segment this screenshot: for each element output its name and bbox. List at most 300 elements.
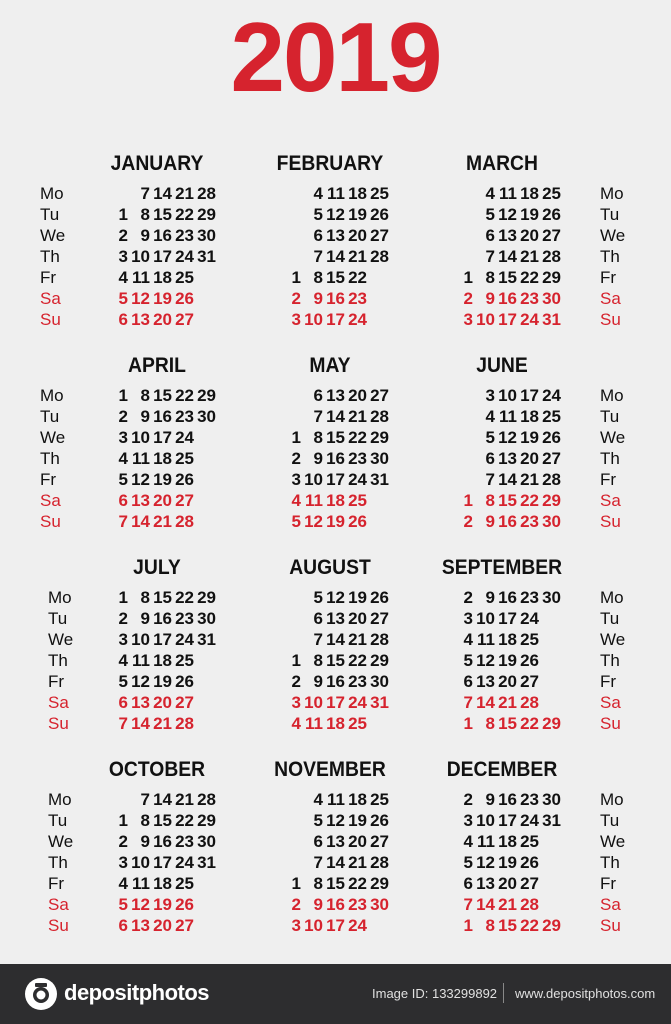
right-day-label-fr: Fr	[600, 470, 617, 489]
day-number: 28	[370, 853, 389, 872]
day-number	[451, 448, 473, 469]
day-number: 28	[520, 693, 539, 712]
day-number: 2	[291, 449, 301, 468]
week-row-october	[106, 831, 216, 852]
day-number: 10	[476, 310, 495, 329]
day-number: 17	[153, 630, 172, 649]
day-number: 31	[542, 811, 561, 830]
day-number: 10	[476, 811, 495, 830]
week-row-may	[279, 406, 389, 427]
day-number: 10	[304, 916, 323, 935]
day-number: 12	[326, 205, 345, 224]
day-number	[194, 511, 216, 532]
day-number: 4	[485, 407, 495, 426]
day-number: 29	[542, 916, 561, 935]
day-number: 30	[542, 588, 561, 607]
left-day-label-fr: Fr	[40, 470, 57, 489]
day-number: 11	[477, 630, 495, 649]
day-number: 21	[175, 790, 194, 809]
day-number: 12	[131, 470, 150, 489]
day-number: 22	[348, 874, 367, 893]
left-day-label-sa: Sa	[48, 895, 69, 914]
week-row-march	[451, 309, 561, 330]
week-row-may	[279, 385, 389, 406]
day-number: 8	[485, 714, 495, 733]
day-number	[539, 692, 561, 713]
day-number: 13	[476, 874, 495, 893]
day-number: 22	[348, 651, 367, 670]
day-number: 14	[476, 895, 495, 914]
week-row-april	[106, 448, 216, 469]
day-number: 14	[326, 630, 345, 649]
week-row-september	[451, 629, 561, 650]
left-day-label-sa: Sa	[40, 491, 61, 510]
day-number: 25	[370, 790, 389, 809]
day-number: 1	[291, 651, 301, 670]
day-number	[194, 692, 216, 713]
right-day-label-su: Su	[600, 714, 621, 733]
day-number: 24	[520, 811, 539, 830]
day-number: 9	[485, 588, 495, 607]
day-number: 13	[476, 672, 495, 691]
day-number: 31	[197, 247, 216, 266]
right-day-label-mo: Mo	[600, 588, 624, 607]
week-row-september	[451, 608, 561, 629]
day-number: 20	[520, 449, 539, 468]
day-number	[279, 183, 301, 204]
day-number: 28	[542, 470, 561, 489]
week-row-december	[451, 789, 561, 810]
day-number: 25	[175, 449, 194, 468]
day-number: 28	[520, 895, 539, 914]
day-number: 20	[153, 916, 172, 935]
day-number: 25	[175, 651, 194, 670]
day-number: 27	[542, 449, 561, 468]
day-number	[194, 490, 216, 511]
day-number: 18	[348, 790, 367, 809]
day-number: 18	[153, 651, 172, 670]
right-day-label-tu: Tu	[600, 205, 620, 224]
day-number: 13	[326, 609, 345, 628]
week-row-september	[451, 650, 561, 671]
left-day-label-fr: Fr	[48, 874, 65, 893]
day-number: 25	[175, 268, 194, 287]
day-number: 22	[520, 916, 539, 935]
day-number: 13	[498, 449, 517, 468]
day-number: 20	[520, 226, 539, 245]
left-day-label-sa: Sa	[40, 289, 61, 308]
day-number: 7	[118, 512, 128, 531]
day-number: 22	[175, 205, 194, 224]
week-row-december	[451, 852, 561, 873]
day-number	[451, 427, 473, 448]
day-number: 1	[118, 205, 128, 224]
day-number: 24	[542, 386, 561, 405]
day-number: 18	[326, 714, 345, 733]
day-number	[194, 671, 216, 692]
day-number: 21	[520, 247, 539, 266]
day-number: 1	[118, 588, 128, 607]
footer-divider	[503, 983, 504, 1003]
day-number	[194, 448, 216, 469]
day-number: 26	[175, 470, 194, 489]
day-number: 26	[175, 895, 194, 914]
day-number: 29	[197, 386, 216, 405]
day-number: 14	[498, 470, 517, 489]
month-title-july: JULY	[133, 556, 181, 579]
day-number: 23	[520, 790, 539, 809]
day-number: 4	[313, 184, 323, 203]
day-number: 9	[140, 832, 150, 851]
day-number: 8	[313, 428, 323, 447]
day-number	[539, 629, 561, 650]
day-number: 29	[197, 588, 216, 607]
week-row-may	[279, 427, 389, 448]
day-number	[539, 852, 561, 873]
left-day-label-we: We	[48, 832, 74, 851]
week-row-june	[451, 406, 561, 427]
day-number: 13	[326, 386, 345, 405]
day-number: 24	[348, 916, 367, 935]
week-row-february	[279, 183, 389, 204]
right-day-label-th: Th	[600, 449, 620, 468]
day-number: 23	[520, 588, 539, 607]
day-number: 21	[498, 693, 517, 712]
day-number: 9	[485, 790, 495, 809]
month-title-october: OCTOBER	[108, 758, 206, 781]
day-number: 28	[175, 512, 194, 531]
day-number: 27	[175, 310, 194, 329]
day-number: 29	[542, 491, 561, 510]
day-number: 20	[348, 386, 367, 405]
day-number: 17	[498, 310, 517, 329]
day-number: 30	[197, 832, 216, 851]
day-number: 23	[175, 226, 194, 245]
day-number: 30	[542, 790, 561, 809]
day-number: 20	[348, 609, 367, 628]
day-number: 3	[463, 310, 473, 329]
week-row-june	[451, 385, 561, 406]
week-row-march	[451, 267, 561, 288]
day-number: 16	[498, 512, 517, 531]
week-row-may	[279, 490, 389, 511]
week-row-june	[451, 511, 561, 532]
week-row-november	[279, 915, 389, 936]
day-number: 30	[370, 449, 389, 468]
day-number: 17	[153, 853, 172, 872]
right-day-label-mo: Mo	[600, 184, 624, 203]
day-number: 1	[291, 268, 301, 287]
day-number: 2	[291, 672, 301, 691]
day-number: 12	[326, 588, 345, 607]
day-number: 29	[197, 811, 216, 830]
week-row-july	[106, 671, 216, 692]
day-number: 30	[197, 407, 216, 426]
day-number	[194, 309, 216, 330]
day-number: 9	[313, 289, 323, 308]
left-day-label-fr: Fr	[48, 672, 65, 691]
week-row-march	[451, 288, 561, 309]
day-number	[279, 406, 301, 427]
week-row-january	[106, 288, 216, 309]
day-number: 14	[131, 714, 150, 733]
week-row-march	[451, 246, 561, 267]
week-row-november	[279, 852, 389, 873]
day-number: 18	[348, 184, 367, 203]
day-number: 10	[131, 247, 150, 266]
week-row-december	[451, 831, 561, 852]
brand-logo-text[interactable]: depositphotos	[64, 980, 210, 1005]
right-day-label-we: We	[600, 630, 626, 649]
day-number: 6	[313, 386, 323, 405]
day-number: 21	[498, 895, 517, 914]
day-number: 30	[542, 512, 561, 531]
day-number: 30	[370, 895, 389, 914]
week-row-april	[106, 427, 216, 448]
day-number: 19	[520, 205, 539, 224]
day-number	[451, 469, 473, 490]
day-number: 15	[326, 651, 345, 670]
day-number: 16	[326, 449, 345, 468]
day-number: 24	[175, 853, 194, 872]
day-number: 28	[370, 630, 389, 649]
day-number: 11	[132, 268, 150, 287]
day-number: 12	[131, 895, 150, 914]
day-number: 16	[153, 226, 172, 245]
day-number	[539, 831, 561, 852]
day-number: 24	[520, 310, 539, 329]
day-number: 9	[485, 289, 495, 308]
day-number: 16	[498, 289, 517, 308]
day-number: 21	[348, 853, 367, 872]
left-day-label-su: Su	[48, 916, 69, 935]
day-number	[279, 587, 301, 608]
day-number: 11	[499, 407, 517, 426]
day-number: 16	[153, 407, 172, 426]
day-number: 22	[175, 811, 194, 830]
left-day-label-mo: Mo	[48, 790, 72, 809]
day-number: 11	[132, 651, 150, 670]
image-id-text: Image ID: 133299892	[372, 986, 498, 1001]
day-number: 8	[140, 811, 150, 830]
day-number: 10	[304, 310, 323, 329]
left-day-label-mo: Mo	[40, 184, 64, 203]
day-number: 18	[520, 184, 539, 203]
day-number: 1	[463, 268, 473, 287]
day-number: 3	[118, 630, 128, 649]
month-title-march: MARCH	[466, 152, 538, 175]
day-number: 20	[498, 874, 517, 893]
day-number: 6	[313, 609, 323, 628]
site-link[interactable]: www.depositphotos.com	[515, 986, 656, 1001]
day-number: 2	[118, 832, 128, 851]
left-day-label-tu: Tu	[40, 205, 60, 224]
right-day-label-mo: Mo	[600, 386, 624, 405]
day-number: 16	[153, 609, 172, 628]
right-day-label-we: We	[600, 832, 626, 851]
camera-logo-icon	[24, 977, 58, 1011]
day-number	[539, 894, 561, 915]
day-number: 21	[153, 714, 172, 733]
day-number: 22	[520, 714, 539, 733]
day-number: 14	[326, 247, 345, 266]
day-number: 19	[520, 428, 539, 447]
day-number: 12	[476, 651, 495, 670]
day-number: 11	[327, 790, 345, 809]
day-number: 9	[485, 512, 495, 531]
day-number: 24	[175, 428, 194, 447]
day-number	[106, 183, 128, 204]
day-number: 24	[348, 310, 367, 329]
right-day-label-mo: Mo	[600, 790, 624, 809]
day-number: 17	[326, 916, 345, 935]
day-number: 19	[498, 651, 517, 670]
week-row-january	[106, 225, 216, 246]
day-number: 26	[348, 512, 367, 531]
day-number: 3	[291, 693, 301, 712]
day-number: 29	[370, 651, 389, 670]
day-number: 3	[118, 247, 128, 266]
left-day-label-mo: Mo	[40, 386, 64, 405]
left-day-label-su: Su	[40, 310, 61, 329]
day-number: 22	[520, 491, 539, 510]
day-number: 11	[305, 714, 323, 733]
day-number: 6	[485, 449, 495, 468]
day-number	[539, 873, 561, 894]
day-number: 8	[140, 205, 150, 224]
day-number: 4	[118, 651, 128, 670]
day-number: 4	[463, 832, 473, 851]
day-number: 18	[153, 874, 172, 893]
day-number: 10	[131, 630, 150, 649]
day-number: 1	[118, 811, 128, 830]
week-row-october	[106, 852, 216, 873]
day-number: 27	[370, 609, 389, 628]
day-number: 15	[153, 386, 172, 405]
week-row-november	[279, 873, 389, 894]
day-number: 15	[498, 268, 517, 287]
day-number: 6	[463, 672, 473, 691]
left-day-label-mo: Mo	[48, 588, 72, 607]
day-number: 13	[326, 832, 345, 851]
day-number: 1	[463, 714, 473, 733]
day-number	[451, 183, 473, 204]
day-number: 20	[348, 832, 367, 851]
day-number: 29	[542, 268, 561, 287]
day-number: 21	[348, 247, 367, 266]
day-number: 1	[291, 874, 301, 893]
day-number: 17	[326, 470, 345, 489]
day-number: 20	[153, 310, 172, 329]
day-number: 9	[140, 609, 150, 628]
day-number: 27	[175, 916, 194, 935]
right-day-label-we: We	[600, 428, 626, 447]
day-number: 14	[131, 512, 150, 531]
day-number: 10	[476, 609, 495, 628]
day-number	[451, 385, 473, 406]
day-number: 29	[370, 428, 389, 447]
day-number: 11	[132, 874, 150, 893]
day-number: 10	[131, 428, 150, 447]
week-row-january	[106, 246, 216, 267]
day-number	[451, 204, 473, 225]
left-day-label-tu: Tu	[48, 609, 68, 628]
week-row-may	[279, 448, 389, 469]
day-number: 3	[291, 470, 301, 489]
right-day-label-sa: Sa	[600, 289, 621, 308]
day-number	[194, 469, 216, 490]
day-number: 25	[370, 184, 389, 203]
day-number	[367, 309, 389, 330]
week-row-october	[106, 810, 216, 831]
day-number: 2	[463, 790, 473, 809]
week-row-august	[279, 587, 389, 608]
day-number	[194, 713, 216, 734]
week-row-april	[106, 511, 216, 532]
day-number: 4	[118, 268, 128, 287]
day-number: 7	[463, 895, 473, 914]
week-row-september	[451, 713, 561, 734]
day-number: 17	[153, 428, 172, 447]
day-number	[539, 608, 561, 629]
week-row-december	[451, 873, 561, 894]
day-number: 7	[118, 714, 128, 733]
day-number	[367, 490, 389, 511]
day-number: 15	[326, 874, 345, 893]
day-number: 6	[485, 226, 495, 245]
week-row-november	[279, 831, 389, 852]
day-number: 2	[463, 512, 473, 531]
right-day-label-su: Su	[600, 512, 621, 531]
day-number: 25	[542, 407, 561, 426]
right-day-label-sa: Sa	[600, 491, 621, 510]
day-number: 10	[131, 853, 150, 872]
week-row-february	[279, 246, 389, 267]
day-number: 13	[326, 226, 345, 245]
day-number: 16	[326, 672, 345, 691]
day-number: 9	[140, 226, 150, 245]
day-number	[451, 406, 473, 427]
day-number: 27	[542, 226, 561, 245]
day-number: 19	[153, 672, 172, 691]
day-number: 26	[370, 811, 389, 830]
week-row-august	[279, 671, 389, 692]
day-number: 8	[313, 651, 323, 670]
week-row-november	[279, 789, 389, 810]
day-number: 9	[313, 672, 323, 691]
day-number: 12	[131, 672, 150, 691]
month-title-june: JUNE	[476, 354, 528, 377]
day-number: 4	[485, 184, 495, 203]
week-row-september	[451, 587, 561, 608]
month-title-december: DECEMBER	[446, 758, 558, 781]
day-number: 18	[153, 268, 172, 287]
day-number: 5	[291, 512, 301, 531]
day-number: 8	[140, 588, 150, 607]
day-number: 13	[131, 491, 150, 510]
day-number: 21	[153, 512, 172, 531]
right-day-label-tu: Tu	[600, 407, 620, 426]
week-row-september	[451, 671, 561, 692]
day-number: 17	[326, 693, 345, 712]
day-number: 29	[542, 714, 561, 733]
day-number: 11	[499, 184, 517, 203]
week-row-december	[451, 894, 561, 915]
day-number: 11	[327, 184, 345, 203]
day-number: 16	[326, 289, 345, 308]
day-number: 18	[498, 630, 517, 649]
day-number: 17	[326, 310, 345, 329]
